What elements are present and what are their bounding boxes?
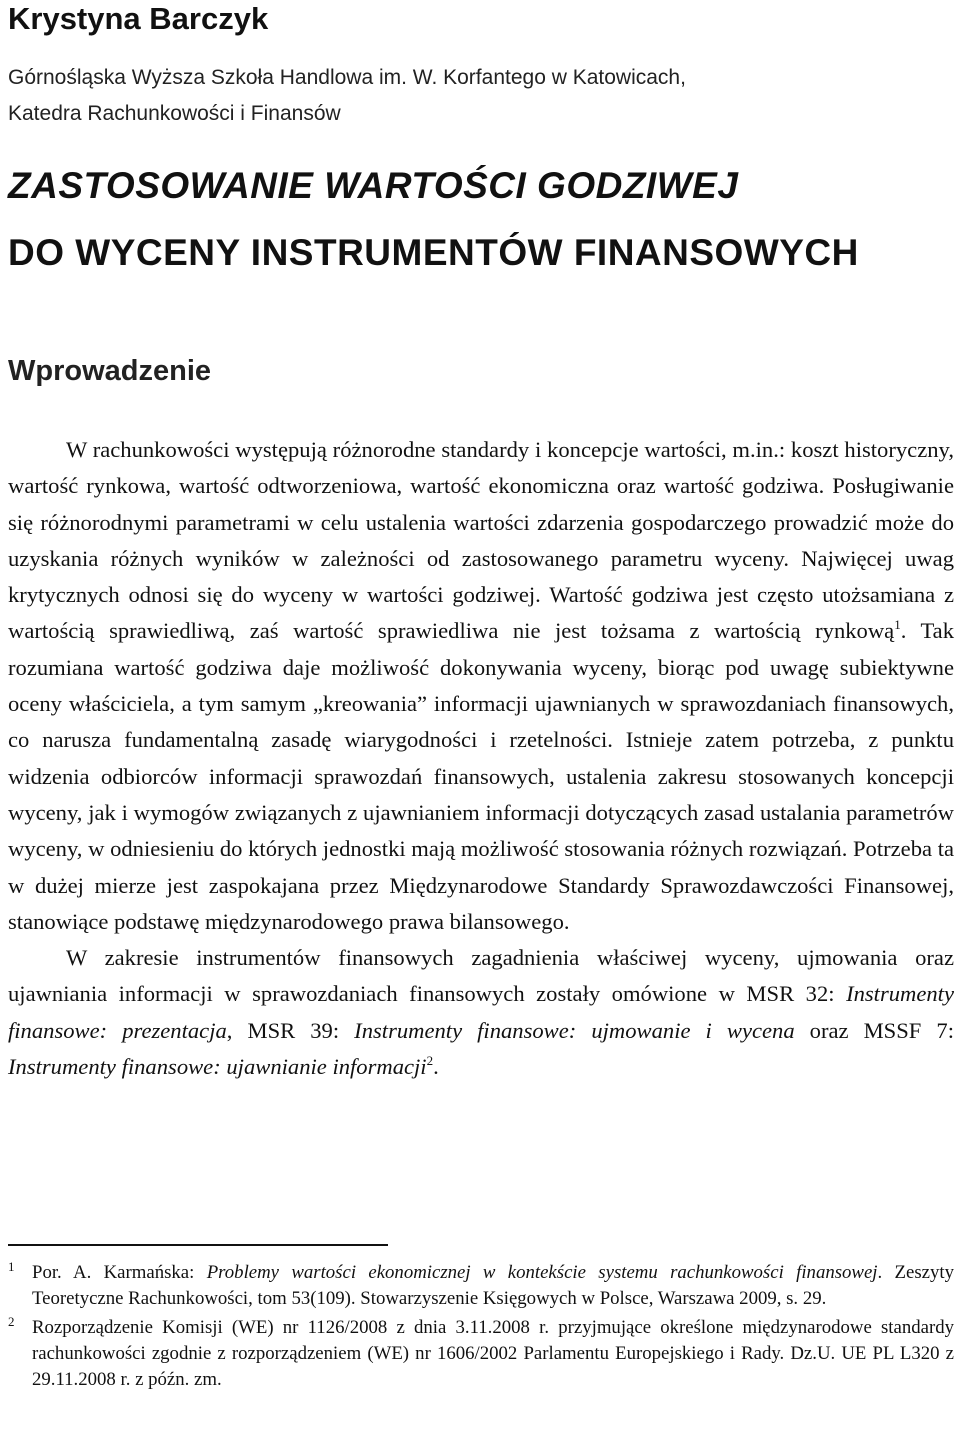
section-heading: Wprowadzenie xyxy=(8,355,212,387)
footnote-1-text-a: Por. A. Karmańska: xyxy=(32,1262,207,1283)
author-name: Krystyna Barczyk xyxy=(8,1,269,36)
paper-title-line-1: ZASTOSOWANIE WARTOŚCI GODZIWEJ xyxy=(8,165,739,206)
footnote-1 xyxy=(8,1260,954,1312)
paragraph-2-text-c: oraz MSSF 7: xyxy=(794,1017,954,1043)
footnote-separator xyxy=(8,1244,388,1246)
paragraph-1 xyxy=(8,432,954,940)
paragraph-2 xyxy=(8,940,954,1085)
footnote-ref-2: 2 xyxy=(426,1053,434,1069)
footnote-1-cited-title: Problemy wartości ekonomicznej w kontekście systemu rachunkowości finansowej xyxy=(206,1262,878,1283)
footnote-2-number: 2 xyxy=(8,1314,15,1329)
footnote-2-text: Rozporządzenie Komisji (WE) nr 1126/2008 z dnia 3.11.2008 r. przyjmujące określone międzynarodowe standardy rachunkowości zgodnie z rozporządzeniem (WE) nr 1606/2002 Parlamentu Europejskiego i Rady. Dz.U. UE PL L320 z 29.11.2008 r. z późn. zm. xyxy=(32,1317,954,1390)
paragraph-2-text-a: W zakresie instrumentów finansowych zagadnienia właściwej wyceny, ujmowania oraz ujawniania informacji w sprawozdaniach finansowych zostały omówione w MSR 32: xyxy=(8,945,954,1007)
paper-title-line-2: DO WYCENY INSTRUMENTÓW FINANSOWYCH xyxy=(8,232,859,273)
footnotes xyxy=(8,1260,954,1393)
footnote-1-number: 1 xyxy=(8,1259,15,1274)
paragraph-1-text-b: . Tak rozumiana wartość godziwa daje możliwość dokonywania wyceny, biorąc pod uwagę subiektywne oceny właściciela, a tym samym „kreowania” informacji ujawnianych w sprawozdaniach finansowych, co narusza fundamentalną zasadę wiarygodności i rzetelności. Istnieje zatem potrzeba, z punktu widzenia odbiorców informacji sprawozdań finansowych, ustalenia zakresu stosowanych koncepcji wyceny, jak i wymogów związanych z ujawnianiem informacji dotyczących zasad ustalania parametrów wyceny, w odniesieniu do których jednostki mają możliwość stosowania różnych rozwiązań. Potrzeba ta w dużej mierze jest zaspokajana przez Międzynarodowe Standardy Sprawozdawczości Finansowej, stanowiące podstawę międzynarodowego prawa bilansowego. xyxy=(8,618,955,934)
paragraph-2-text-d: . xyxy=(433,1054,439,1080)
footnote-ref-1: 1 xyxy=(894,617,901,633)
paragraph-1-text-a: W rachunkowości występują różnorodne standardy i koncepcje wartości, m.in.: koszt historyczny, wartość rynkowa, wartość odtworzeniowa, wartość ekonomiczna oraz wartość godziwa. Posługiwanie się różnorodnymi parametrami w celu ustalenia wartości zdarzenia gospodarczego prowadzić może do uzyskania różnych wyników w zależności od zastosowanego parametru wyceny. Najwięcej uwag krytycznych odnosi się do wyceny w wartości godziwej. Wartość godziwa jest często utożsamiana z wartością sprawiedliwą, zaś wartość sprawiedliwa nie jest tożsama z wartością rynkową xyxy=(8,437,954,644)
paper-title xyxy=(8,166,953,273)
author-affiliation xyxy=(8,60,948,132)
body-text xyxy=(8,432,954,1085)
affiliation-line-1: Górnośląska Wyższa Szkoła Handlowa im. W. Korfantego w Katowicach, xyxy=(8,66,686,89)
standard-title-mssf7: Instrumenty finansowe: ujawnianie informacji xyxy=(8,1054,427,1080)
footnote-2 xyxy=(8,1315,954,1393)
footnote-1-text-b: . Zeszyty Teoretyczne Rachunkowości, tom 53(109). Stowarzyszenie Księgowych w Polsce, Warszawa 2009, s. 29. xyxy=(32,1262,954,1309)
paragraph-2-text-b: , MSR 39: xyxy=(226,1017,355,1043)
standard-title-msr39: Instrumenty finansowe: ujmowanie i wycena xyxy=(354,1017,795,1043)
affiliation-line-2: Katedra Rachunkowości i Finansów xyxy=(8,102,341,125)
standard-title-msr32: Instrumenty finansowe: prezentacja xyxy=(8,981,954,1043)
